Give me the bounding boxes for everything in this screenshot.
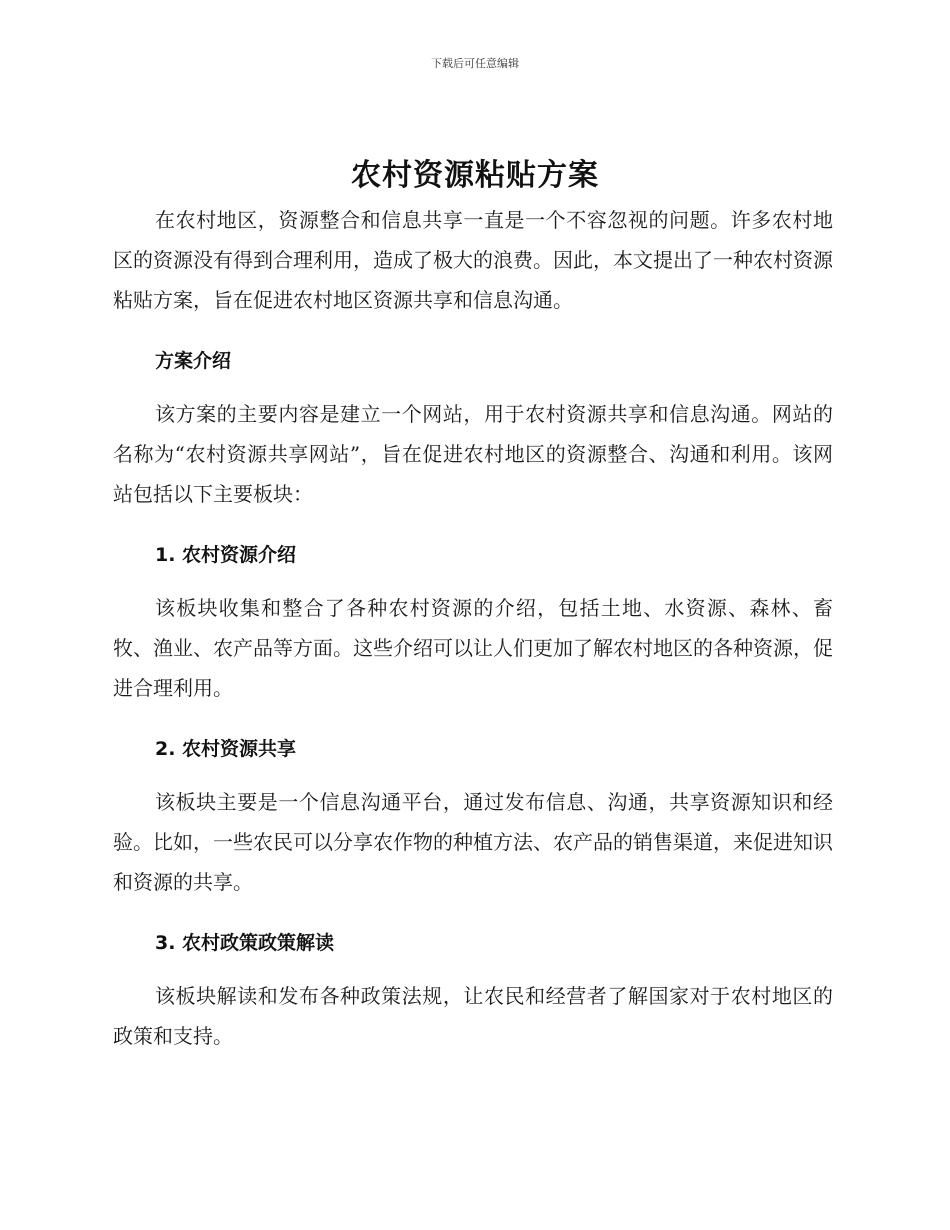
section-heading-resource-intro: 1. 农村资源介绍 <box>155 544 297 566</box>
intro-paragraph: 在农村地区，资源整合和信息共享一直是一个不容忽视的问题。许多农村地区的资源没有得到合理利用，造成了极大的浪费。因此，本文提出了一种农村资源粘贴方案，旨在促进农村地区资源共享和信息沟通。 <box>113 208 833 312</box>
section-heading-policy: 3. 农村政策政策解读 <box>155 932 335 954</box>
section-heading-resource-sharing: 2. 农村资源共享 <box>155 738 297 760</box>
header-note: 下载后可任意编辑 <box>431 57 519 70</box>
section-paragraph-resource-intro: 该板块收集和整合了各种农村资源的介绍，包括土地、水资源、森林、畜牧、渔业、农产品等方面。这些介绍可以让人们更加了解农村地区的各种资源，促进合理利用。 <box>113 596 833 700</box>
section-heading-overview: 方案介绍 <box>155 350 232 372</box>
section-paragraph-policy: 该板块解读和发布各种政策法规，让农民和经营者了解国家对于农村地区的政策和支持。 <box>113 984 833 1048</box>
document-title: 农村资源粘贴方案 <box>351 158 599 193</box>
section-paragraph-resource-sharing: 该板块主要是一个信息沟通平台，通过发布信息、沟通，共享资源知识和经验。比如，一些农民可以分享农作物的种植方法、农产品的销售渠道，来促进知识和资源的共享。 <box>113 790 833 894</box>
section-paragraph-overview: 该方案的主要内容是建立一个网站，用于农村资源共享和信息沟通。网站的名称为“农村资源共享网站”，旨在促进农村地区的资源整合、沟通和利用。该网站包括以下主要板块： <box>113 402 833 506</box>
